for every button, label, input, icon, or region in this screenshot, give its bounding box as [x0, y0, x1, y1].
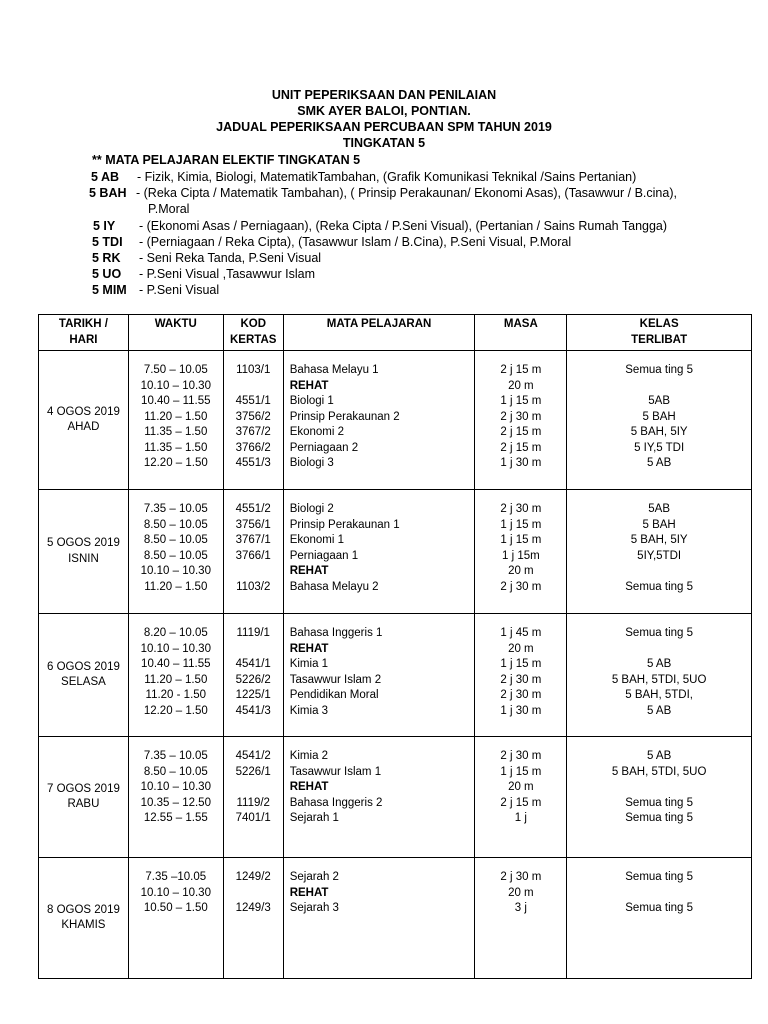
kod-cell: 4551/2 3756/1 3767/1 3766/1 1103/2 — [223, 490, 283, 614]
kelas-cell: 5 AB 5 BAH, 5TDI, 5UO Semua ting 5 Semua ting 5 — [567, 737, 752, 858]
elektif-title: ** MATA PELAJARAN ELEKTIF TINGKATAN 5 — [92, 153, 361, 167]
masa-cell: 2 j 30 m 20 m 3 j — [475, 858, 567, 979]
kod-cell: 1249/2 1249/3 — [223, 858, 283, 979]
mata-cell: Kimia 2 Tasawwur Islam 1 REHAT Bahasa Inggeris 2 Sejarah 1 — [283, 737, 475, 858]
elektif-desc: - (Perniagaan / Reka Cipta), (Tasawwur Islam / B.Cina), P.Seni Visual, P.Moral — [139, 235, 572, 249]
mata-cell: Bahasa Melayu 1 REHAT Biologi 1 Prinsip Perakaunan 2 Ekonomi 2 Perniagaan 2 Biologi 3 — [283, 351, 475, 490]
kelas-cell: Semua ting 5 Semua ting 5 — [567, 858, 752, 979]
mata-cell: Bahasa Inggeris 1 REHAT Kimia 1 Tasawwur Islam 2 Pendidikan Moral Kimia 3 — [283, 614, 475, 737]
kod-cell: 4541/2 5226/1 1119/2 7401/1 — [223, 737, 283, 858]
waktu-cell: 8.20 – 10.05 10.10 – 10.30 10.40 – 11.55 11.20 – 1.50 11.20 - 1.50 12.20 – 1.50 — [128, 614, 223, 737]
header-mata: MATA PELAJARAN — [283, 315, 475, 351]
elektif-code: 5 RK — [92, 251, 121, 265]
mata-cell: Biologi 2 Prinsip Perakaunan 1 Ekonomi 1 Perniagaan 1 REHAT Bahasa Melayu 2 — [283, 490, 475, 614]
elektif-desc: - P.Seni Visual — [139, 283, 220, 297]
elektif-desc: - (Ekonomi Asas / Perniagaan), (Reka Cipta / P.Seni Visual), (Pertanian / Sains Rumah Tangga) — [139, 219, 668, 233]
exam-schedule-table — [38, 314, 752, 979]
table-row — [39, 614, 752, 737]
masa-cell: 2 j 30 m 1 j 15 m 20 m 2 j 15 m 1 j — [475, 737, 567, 858]
kelas-cell: Semua ting 5 5 AB 5 BAH, 5TDI, 5UO 5 BAH, 5TDI, 5 AB — [567, 614, 752, 737]
kelas-cell: 5AB 5 BAH 5 BAH, 5IY 5IY,5TDI Semua ting 5 — [567, 490, 752, 614]
elektif-code: 5 UO — [92, 267, 122, 281]
kod-cell: 1103/1 4551/1 3756/2 3767/2 3766/2 4551/3 — [223, 351, 283, 490]
table-header-row — [39, 315, 752, 351]
masa-cell: 1 j 45 m 20 m 1 j 15 m 2 j 30 m 2 j 30 m 1 j 30 m — [475, 614, 567, 737]
masa-cell: 2 j 30 m 1 j 15 m 1 j 15 m 1 j 15m 20 m 2 j 30 m — [475, 490, 567, 614]
table-row — [39, 351, 752, 490]
header-kelas: KELAS TERLIBAT — [567, 315, 752, 351]
header-line-unit: UNIT PEPERIKSAAN DAN PENILAIAN — [271, 88, 497, 102]
elektif-code: 5 AB — [91, 170, 120, 184]
header-masa: MASA — [475, 315, 567, 351]
elektif-code: 5 TDI — [92, 235, 123, 249]
elektif-code: 5 MIM — [92, 283, 127, 297]
date-cell: 6 OGOS 2019 SELASA — [39, 614, 129, 737]
date-cell: 8 OGOS 2019 KHAMIS — [39, 858, 129, 979]
kod-cell: 1119/1 4541/1 5226/2 1225/1 4541/3 — [223, 614, 283, 737]
header-tarikh: TARIKH / HARI — [39, 315, 129, 351]
document-header — [0, 87, 768, 151]
waktu-cell: 7.35 – 10.05 8.50 – 10.05 10.10 – 10.30 10.35 – 12.50 12.55 – 1.55 — [128, 737, 223, 858]
header-line-title: JADUAL PEPERIKSAAN PERCUBAAN SPM TAHUN 2019 — [216, 120, 552, 134]
waktu-cell: 7.50 – 10.05 10.10 – 10.30 10.40 – 11.55 11.20 – 1.50 11.35 – 1.50 11.35 – 1.50 12.20 – 1.50 — [128, 351, 223, 490]
elektif-code: 5 IY — [93, 219, 116, 233]
header-kod: KOD KERTAS — [223, 315, 283, 351]
elektif-desc: - Seni Reka Tanda, P.Seni Visual — [139, 251, 322, 265]
elektif-desc: - Fizik, Kimia, Biologi, MatematikTambahan, (Grafik Komunikasi Teknikal /Sains Pertanian) — [137, 170, 637, 184]
waktu-cell: 7.35 –10.05 10.10 – 10.30 10.50 – 1.50 — [128, 858, 223, 979]
header-waktu: WAKTU — [128, 315, 223, 351]
date-cell: 7 OGOS 2019 RABU — [39, 737, 129, 858]
kelas-cell: Semua ting 5 5AB 5 BAH 5 BAH, 5IY 5 IY,5 TDI 5 AB — [567, 351, 752, 490]
elektif-desc: - P.Seni Visual ,Tasawwur Islam — [139, 267, 316, 281]
mata-cell: Sejarah 2 REHAT Sejarah 3 — [283, 858, 475, 979]
elektif-code: 5 BAH — [89, 186, 127, 200]
table-row — [39, 490, 752, 614]
elektif-desc: P.Moral — [148, 202, 190, 216]
table-row — [39, 737, 752, 858]
date-cell: 5 OGOS 2019 ISNIN — [39, 490, 129, 614]
elektif-desc: - (Reka Cipta / Matematik Tambahan), ( Prinsip Perakaunan/ Ekonomi Asas), (Tasawwur / B.cina), — [136, 186, 677, 200]
header-line-form: TINGKATAN 5 — [342, 136, 426, 150]
table-row — [39, 858, 752, 979]
waktu-cell: 7.35 – 10.05 8.50 – 10.05 8.50 – 10.05 8.50 – 10.05 10.10 – 10.30 11.20 – 1.50 — [128, 490, 223, 614]
date-cell: 4 OGOS 2019 AHAD — [39, 351, 129, 490]
header-line-school: SMK AYER BALOI, PONTIAN. — [297, 104, 471, 118]
masa-cell: 2 j 15 m 20 m 1 j 15 m 2 j 30 m 2 j 15 m 2 j 15 m 1 j 30 m — [475, 351, 567, 490]
